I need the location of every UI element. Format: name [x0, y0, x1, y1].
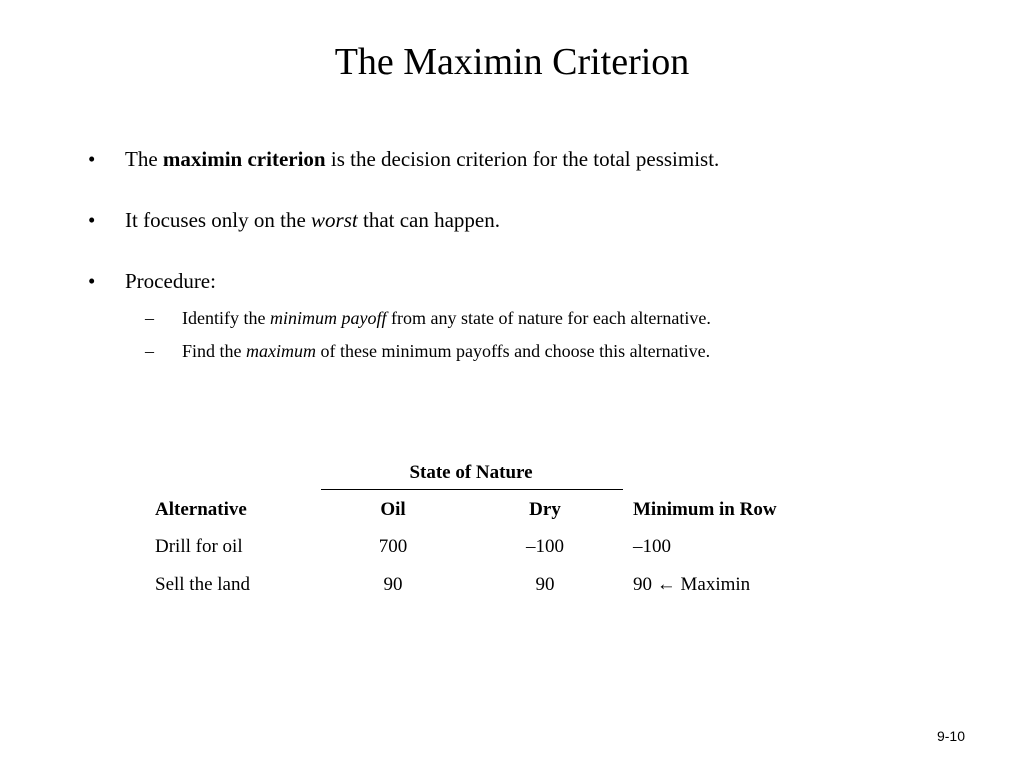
table-group-header: State of Nature	[409, 462, 533, 483]
cell-oil: 90	[383, 574, 403, 595]
bullet-marker: •	[88, 147, 96, 171]
bullet-marker: •	[88, 269, 96, 293]
header-oil: Oil	[380, 499, 406, 520]
sub-bullet-text-italic: maximum	[246, 341, 317, 361]
bullet-item-worst-case	[88, 206, 968, 234]
cell-oil: 700	[378, 536, 408, 557]
bullet-text-prefix: The	[125, 147, 163, 171]
sub-bullet-text-suffix: from any state of nature for each alternative.	[386, 308, 711, 328]
bullet-item-maximin-definition	[88, 145, 968, 173]
sub-bullet-text-prefix: Identify the	[182, 308, 270, 328]
sub-bullet-item-find	[145, 339, 965, 363]
sub-bullet-text-italic: minimum payoff	[269, 308, 387, 328]
bullet-marker: •	[88, 208, 96, 232]
table-row	[155, 572, 855, 598]
bullet-text-prefix: It focuses only on the	[125, 208, 312, 232]
cell-dry: 90	[535, 574, 555, 595]
cell-alternative: Drill for oil	[155, 536, 243, 557]
table-group-underline	[321, 489, 623, 490]
sub-bullet-text-suffix: of these minimum payoffs and choose this alternative.	[316, 341, 711, 361]
sub-bullet-marker: –	[145, 308, 154, 328]
bullet-list	[88, 145, 968, 295]
header-minimum: Minimum in Row	[633, 499, 777, 520]
sub-bullet-item-identify	[145, 306, 965, 330]
bullet-text-suffix: is the decision criterion for the total pessimist.	[325, 147, 720, 171]
bullet-text-suffix: that can happen.	[357, 208, 501, 232]
bullet-text-bold: maximin criterion	[162, 147, 326, 171]
sub-bullet-marker: –	[145, 341, 154, 361]
header-dry: Dry	[529, 499, 561, 520]
slide-title: The Maximin Criterion	[334, 41, 690, 83]
sub-bullet-list	[145, 306, 965, 372]
table-row	[155, 534, 855, 560]
sub-bullet-text-prefix: Find the	[182, 341, 247, 361]
cell-minimum: 90 ← Maximin	[633, 574, 751, 595]
table-header-row	[155, 497, 855, 523]
bullet-item-procedure	[88, 267, 968, 295]
cell-alternative: Sell the land	[155, 574, 250, 595]
cell-minimum: –100	[633, 536, 671, 557]
page-number: 9-10	[936, 728, 965, 744]
bullet-text: Procedure:	[125, 269, 216, 293]
bullet-text-italic: worst	[311, 208, 358, 232]
header-alternative: Alternative	[155, 499, 247, 520]
cell-dry: –100	[526, 536, 564, 557]
